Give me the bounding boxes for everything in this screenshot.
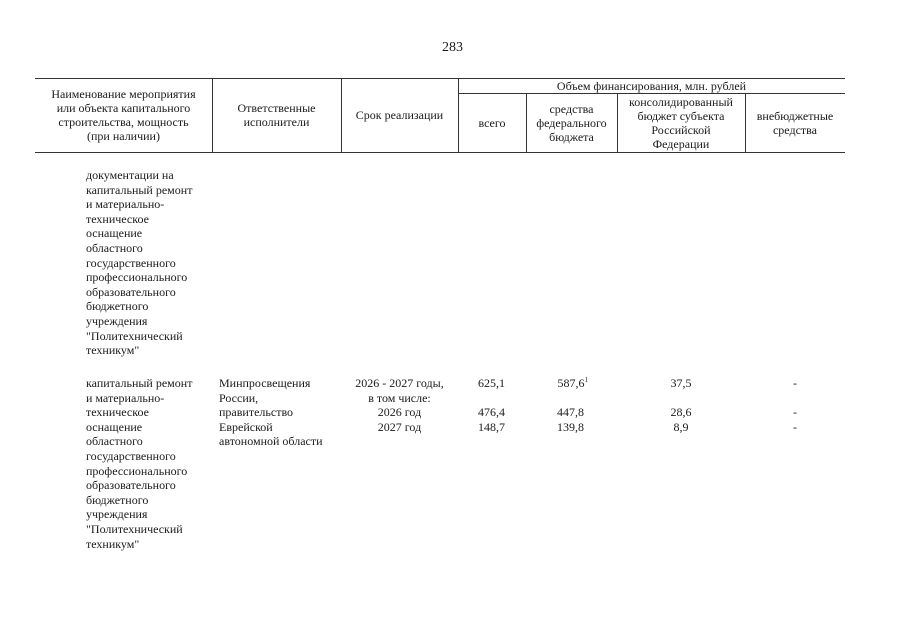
page-number: 283 [442, 40, 463, 55]
row-2-total-2027: 148,7 [478, 420, 505, 434]
header-period: Срок реализации [355, 108, 444, 122]
row-2-total-2026: 476,4 [478, 405, 505, 419]
row-2-federal-2027: 139,8 [557, 420, 584, 434]
row-2-period: 2026 - 2027 годы, в том числе: 2026 год 2027 год [355, 376, 444, 434]
row-2-name: капитальный ремонт и материально- техническое оснащение областного государственного профессионального образовательного бюджетного учреждения "Политехнический техникум" [86, 376, 193, 551]
header-name: Наименование мероприятия или объекта капитального строительства, мощность (при наличии) [51, 87, 196, 143]
header-total: всего [478, 116, 506, 130]
row-2-regional-2026: 28,6 [670, 405, 692, 419]
header-regional: консолидированный бюджет субъекта Российской Федерации [629, 95, 733, 151]
footnote-marker: 1 [584, 376, 588, 384]
header-federal: средства федерального бюджета [536, 102, 607, 144]
row-2-regional: 37,5 [670, 376, 692, 390]
row-2-extrabudget-2026: - [793, 405, 797, 419]
row-1-name: документации на капитальный ремонт и материально- техническое оснащение областного государственного профессионального образовательного бюджетного учреждения "Политехнический техникум" [86, 168, 193, 358]
header-financing-group: Объем финансирования, млн. рублей [556, 79, 747, 93]
row-2-extrabudget-2027: - [793, 420, 797, 434]
header-responsible: Ответственные исполнители [237, 101, 316, 129]
row-2-federal: 587,6$^1$ [557, 376, 588, 390]
header-bottom-rule [35, 152, 845, 153]
row-2-extrabudget: - [793, 376, 797, 390]
row-2-responsible: Минпросвещения России, правительство Еврейской автономной области [219, 376, 323, 449]
row-2-regional-2027: 8,9 [673, 420, 689, 434]
row-2-total: 625,1 [478, 376, 505, 390]
header-extrabudget: внебюджетные средства [756, 109, 834, 137]
row-2-federal-2026: 447,8 [557, 405, 584, 419]
